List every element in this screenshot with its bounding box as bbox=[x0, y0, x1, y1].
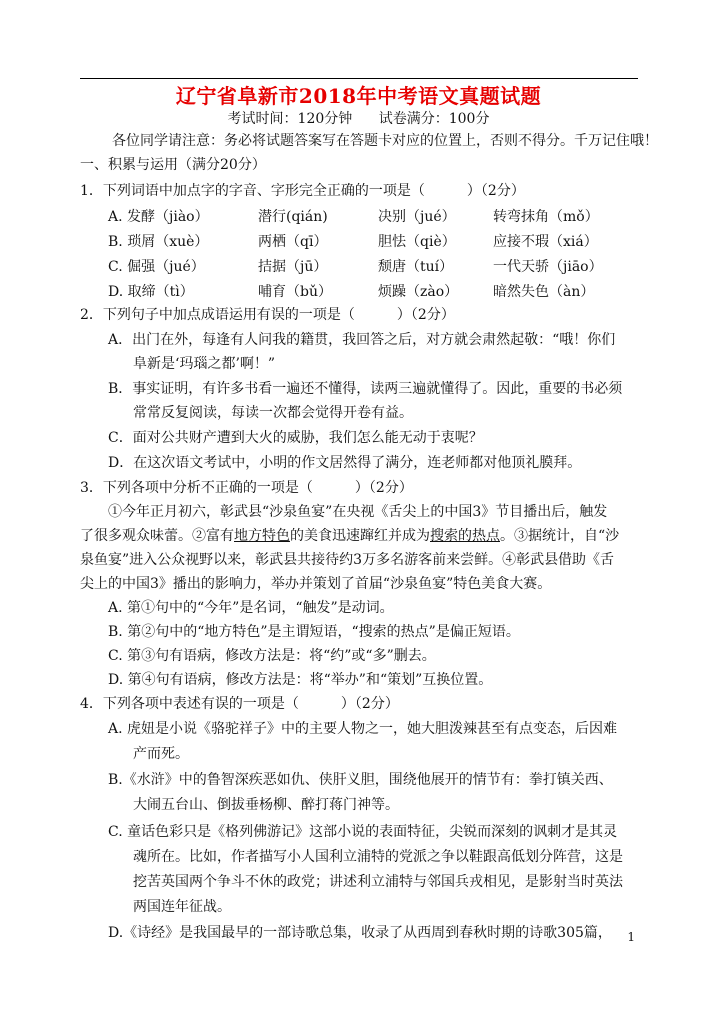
q1-d-word-2: 哺育（bǔ） bbox=[258, 284, 332, 300]
q1-option-row bbox=[108, 256, 603, 276]
q1-d-word-4: 暗然失色（àn） bbox=[493, 284, 595, 300]
q1-a-word-4: 转弯抹角（mǒ） bbox=[493, 209, 599, 225]
q1-a-word-1: A. 发酵（jiào） bbox=[108, 209, 209, 225]
question-1-stem: 1．下列词语中加点字的字音、字形完全正确的一项是（ ）（2分） bbox=[80, 183, 525, 199]
q1-option-row bbox=[108, 206, 599, 226]
exam-meta bbox=[0, 108, 717, 128]
question-4-stem: 4．下列各项中表述有误的一项是（ ）（2分） bbox=[80, 696, 399, 712]
q2-option-d: D．在这次语文考试中，小明的作文居然得了满分，连老师都对他顶礼膜拜。 bbox=[108, 455, 582, 471]
q2-option-b: B．事实证明，有许多书看一遍还不懂得，读两三遍就懂得了。因此，重要的书必须 bbox=[108, 381, 623, 397]
page-number: 1 bbox=[627, 930, 635, 944]
q3-option-d: D. 第④句有语病，修改方法是：将“举办”和“策划”互换位置。 bbox=[108, 672, 493, 688]
q2-option-a-cont: 阜新是‘玛瑙之都’啊！” bbox=[133, 356, 276, 372]
q1-d-word-1: D. 取缔（tì） bbox=[108, 284, 194, 300]
q1-b-word-3: 胆怯（qiè） bbox=[378, 234, 456, 250]
q1-b-word-4: 应接不瑕（xiá） bbox=[493, 234, 598, 250]
q2-option-c: C．面对公共财产遭到大火的威胁，我们怎么能无动于衷呢？ bbox=[108, 430, 483, 446]
q2-option-b-cont: 常常反复阅读，每读一次都会觉得开卷有益。 bbox=[133, 405, 413, 421]
q3-option-b: B. 第②句中的“地方特色”是主谓短语，“搜索的热点”是偏正短语。 bbox=[108, 624, 520, 640]
q4-option-a-cont: 产而死。 bbox=[133, 746, 189, 762]
q3-passage-line bbox=[80, 526, 619, 546]
q4-option-b: B.《水浒》中的鲁智深疾恶如仇、侠肝义胆，围绕他展开的情节有：拳打镇关西、 bbox=[108, 772, 613, 788]
question-3-stem: 3．下列各项中分析不正确的一项是（ ）（2分） bbox=[80, 480, 413, 496]
q4-option-c-cont: 两国连年征战。 bbox=[133, 899, 231, 915]
q1-option-row bbox=[108, 231, 598, 251]
question-2-stem: 2．下列句子中加点成语运用有误的一项是（ ）（2分） bbox=[80, 307, 455, 323]
section-heading: 一、积累与运用（满分20分） bbox=[80, 157, 266, 173]
q1-c-word-4: 一代天骄（jiāo） bbox=[493, 259, 603, 275]
q4-option-c-cont: 挖苦英国两个争斗不休的政党；讲述利立浦特与邻国兵戎相见，是影射当时英法 bbox=[133, 874, 623, 890]
q3-underlined-phrase: 搜索的热点 bbox=[430, 528, 500, 544]
q1-c-word-2: 拮据（jū） bbox=[258, 259, 328, 275]
q1-c-word-1: C. 倔强（jué） bbox=[108, 259, 205, 275]
q3-passage-line: ①今年正月初六，彰武县“沙泉鱼宴”在央视《舌尖上的中国3》节目播出后，触发 bbox=[108, 504, 608, 520]
q3-passage-text: 。③据统计，自“沙 bbox=[500, 528, 620, 544]
q4-option-a: A. 虎妞是小说《骆驼祥子》中的主要人物之一，她大胆泼辣甚至有点变态，后因难 bbox=[108, 721, 618, 737]
exam-score: 试卷满分：100分 bbox=[378, 111, 490, 127]
q1-option-row bbox=[108, 281, 594, 301]
exam-time: 考试时间：120分钟 bbox=[227, 111, 353, 127]
q3-option-c: C. 第③句有语病，修改方法是：将“约”或“多”删去。 bbox=[108, 648, 436, 664]
q3-passage-line: 尖上的中国3》播出的影响力，举办并策划了首届“沙泉鱼宴”特色美食大赛。 bbox=[80, 576, 552, 592]
q4-option-c-cont: 魂所在。比如，作者描写小人国利立浦特的党派之争以鞋跟高低划分阵营，这是 bbox=[133, 849, 623, 865]
q4-option-d: D.《诗经》是我国最早的一部诗歌总集，收录了从西周到春秋时期的诗歌305篇， bbox=[108, 925, 612, 941]
q1-b-word-2: 两栖（qī） bbox=[258, 234, 328, 250]
q3-passage-text: 了很多观众味蕾。②富有 bbox=[80, 528, 234, 544]
page-title: 辽宁省阜新市2018年中考语文真题试题 bbox=[175, 84, 542, 108]
q3-option-a: A. 第①句中的“今年”是名词，“触发”是动词。 bbox=[108, 600, 394, 616]
q1-b-word-1: B. 琐屑（xuè） bbox=[108, 234, 209, 250]
q1-d-word-3: 烦躁（zào） bbox=[378, 284, 459, 300]
q4-option-b-cont: 大闹五台山、倒拔垂杨柳、醉打蒋门神等。 bbox=[133, 797, 399, 813]
q2-option-a: A．出门在外，每逢有人问我的籍贯，我回答之后，对方就会肃然起敬：“哦！你们 bbox=[108, 332, 616, 348]
header-rule bbox=[80, 78, 638, 79]
q3-underlined-phrase: 地方特色 bbox=[234, 528, 290, 544]
q1-a-word-2: 潜行(qián) bbox=[258, 209, 328, 225]
q3-passage-line: 泉鱼宴”进入公众视野以来，彰武县共接待约3万多名游客前来尝鲜。④彰武县借助《舌 bbox=[80, 552, 615, 568]
q1-a-word-3: 决别（jué） bbox=[378, 209, 456, 225]
notice-text: 各位同学请注意：务必将试题答案写在答题卡对应的位置上，否则不得分。千万记住哦！ bbox=[112, 133, 658, 149]
q3-passage-text: 的美食迅速蹿红并成为 bbox=[290, 528, 430, 544]
q1-c-word-3: 颓唐（tuí） bbox=[378, 259, 454, 275]
q4-option-c: C. 童话色彩只是《格列佛游记》这部小说的表面特征，尖锐而深刻的讽刺才是其灵 bbox=[108, 824, 618, 840]
